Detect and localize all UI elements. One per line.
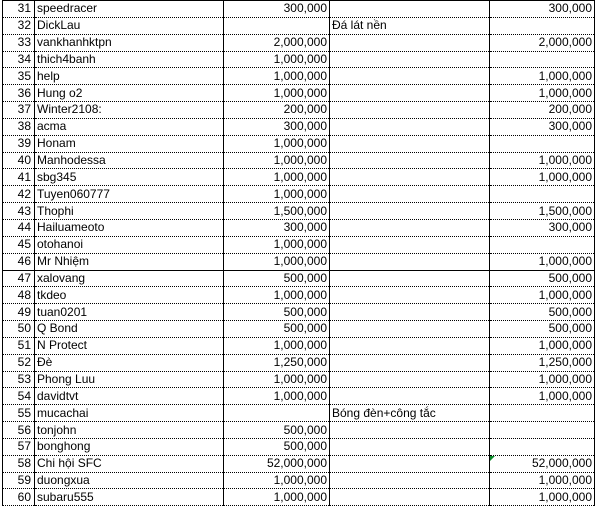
note-cell[interactable]	[330, 34, 490, 51]
paid-amount-cell[interactable]: 300,000	[490, 219, 595, 236]
table-row	[3, 135, 595, 152]
paid-amount-cell[interactable]: 500,000	[490, 304, 595, 321]
member-name-cell[interactable]: sbg345	[35, 169, 224, 186]
paid-amount-cell[interactable]: 1,000,000	[490, 489, 595, 506]
table-row	[3, 472, 595, 489]
note-cell[interactable]	[330, 51, 490, 68]
pledged-amount-cell[interactable]: 1,000,000	[224, 85, 330, 102]
pledged-amount-cell[interactable]: 1,500,000	[224, 203, 330, 220]
paid-amount-text: 52,000,000	[531, 456, 592, 471]
table-row	[3, 85, 595, 102]
paid-amount-cell[interactable]: 300,000	[490, 1, 595, 18]
paid-amount-cell[interactable]	[490, 135, 595, 152]
pledged-amount-cell[interactable]: 1,000,000	[224, 371, 330, 388]
note-cell[interactable]	[330, 438, 490, 455]
member-name-cell[interactable]: Chi hội SFC	[35, 455, 224, 472]
member-name-cell[interactable]: Winter2108:	[35, 102, 224, 119]
paid-amount-cell[interactable]: 1,000,000	[490, 169, 595, 186]
table-row	[3, 17, 595, 34]
paid-amount-cell[interactable]	[490, 236, 595, 253]
member-name-cell[interactable]: Hung o2	[35, 85, 224, 102]
member-name-cell[interactable]: vankhanhktpn	[35, 34, 224, 51]
row-number-cell: 31	[3, 1, 35, 18]
table-row	[3, 354, 595, 371]
member-name-cell[interactable]: thich4banh	[35, 51, 224, 68]
row-number-cell: 41	[3, 169, 35, 186]
member-name-cell[interactable]: otohanoi	[35, 236, 224, 253]
note-cell[interactable]	[330, 422, 490, 439]
paid-amount-cell[interactable]: 500,000	[490, 270, 595, 287]
member-name-cell[interactable]: bonghong	[35, 438, 224, 455]
row-number-cell: 39	[3, 135, 35, 152]
member-name-cell[interactable]: Tuyen060777	[35, 186, 224, 203]
pledged-amount-cell[interactable]: 1,000,000	[224, 186, 330, 203]
member-name-cell[interactable]: Phong Luu	[35, 371, 224, 388]
table-row	[3, 455, 595, 472]
row-number-cell: 57	[3, 438, 35, 455]
paid-amount-cell[interactable]: 1,000,000	[490, 85, 595, 102]
paid-amount-cell[interactable]: 200,000	[490, 102, 595, 119]
note-cell[interactable]	[330, 371, 490, 388]
row-number-cell: 47	[3, 270, 35, 287]
note-cell[interactable]: Đá lát nền	[330, 17, 490, 34]
note-cell[interactable]	[330, 85, 490, 102]
paid-amount-cell[interactable]: 1,000,000	[490, 287, 595, 304]
pledged-amount-cell[interactable]: 1,000,000	[224, 337, 330, 354]
table-row	[3, 489, 595, 506]
member-name-cell[interactable]: DickLau	[35, 17, 224, 34]
row-number-cell: 52	[3, 354, 35, 371]
member-name-cell[interactable]: tkdeo	[35, 287, 224, 304]
table-row	[3, 253, 595, 270]
pledged-amount-cell[interactable]: 300,000	[224, 219, 330, 236]
pledged-amount-cell[interactable]: 1,000,000	[224, 169, 330, 186]
pledged-amount-cell[interactable]: 1,000,000	[224, 68, 330, 85]
member-name-cell[interactable]: tuan0201	[35, 304, 224, 321]
pledged-amount-cell[interactable]	[224, 405, 330, 422]
table-row	[3, 304, 595, 321]
pledged-amount-cell[interactable]	[224, 17, 330, 34]
table-row	[3, 219, 595, 236]
table-row	[3, 152, 595, 169]
row-number-cell: 48	[3, 287, 35, 304]
paid-amount-cell[interactable]: 2,000,000	[490, 34, 595, 51]
note-cell[interactable]	[330, 236, 490, 253]
note-cell[interactable]	[330, 472, 490, 489]
note-cell[interactable]	[330, 354, 490, 371]
row-number-cell: 40	[3, 152, 35, 169]
spreadsheet-grid	[2, 0, 595, 506]
paid-amount-cell[interactable]: 1,000,000	[490, 388, 595, 405]
table-row	[3, 51, 595, 68]
table-row	[3, 236, 595, 253]
note-cell[interactable]	[330, 186, 490, 203]
row-number-cell: 46	[3, 253, 35, 270]
note-cell[interactable]	[330, 169, 490, 186]
member-name-cell[interactable]: acma	[35, 118, 224, 135]
member-name-cell[interactable]: subaru555	[35, 489, 224, 506]
table-row	[3, 371, 595, 388]
row-number-cell: 42	[3, 186, 35, 203]
note-cell[interactable]	[330, 102, 490, 119]
note-cell[interactable]	[330, 135, 490, 152]
member-name-cell[interactable]: Thophi	[35, 203, 224, 220]
paid-amount-cell[interactable]	[490, 438, 595, 455]
row-number-cell: 33	[3, 34, 35, 51]
note-cell[interactable]	[330, 253, 490, 270]
pledged-amount-cell[interactable]: 1,000,000	[224, 51, 330, 68]
pledged-amount-cell[interactable]: 1,000,000	[224, 236, 330, 253]
note-cell[interactable]	[330, 203, 490, 220]
row-number-cell: 43	[3, 203, 35, 220]
paid-amount-cell[interactable]: 1,000,000	[490, 68, 595, 85]
row-number-cell: 59	[3, 472, 35, 489]
pledged-amount-cell[interactable]: 1,000,000	[224, 472, 330, 489]
note-cell[interactable]	[330, 219, 490, 236]
member-name-cell[interactable]: speedracer	[35, 1, 224, 18]
paid-amount-cell[interactable]	[490, 186, 595, 203]
table-row	[3, 337, 595, 354]
table-row	[3, 118, 595, 135]
paid-amount-cell[interactable]: 300,000	[490, 118, 595, 135]
note-cell[interactable]	[330, 489, 490, 506]
member-name-cell[interactable]: Mr Nhiệm	[35, 253, 224, 270]
row-number-cell: 50	[3, 321, 35, 338]
table-row	[3, 270, 595, 287]
pledged-amount-cell[interactable]: 200,000	[224, 102, 330, 119]
row-number-cell: 45	[3, 236, 35, 253]
table-row	[3, 438, 595, 455]
table-row	[3, 34, 595, 51]
pledged-amount-cell[interactable]: 2,000,000	[224, 34, 330, 51]
paid-amount-cell[interactable]: 1,250,000	[490, 354, 595, 371]
table-row	[3, 388, 595, 405]
member-name-cell[interactable]: mucachai	[35, 405, 224, 422]
pledged-amount-cell[interactable]: 1,000,000	[224, 489, 330, 506]
paid-amount-cell[interactable]	[490, 405, 595, 422]
table-row	[3, 422, 595, 439]
paid-amount-cell[interactable]: 1,000,000	[490, 152, 595, 169]
row-number-cell: 55	[3, 405, 35, 422]
row-number-cell: 32	[3, 17, 35, 34]
table-row	[3, 203, 595, 220]
member-name-cell[interactable]: Hailuameoto	[35, 219, 224, 236]
row-number-cell: 58	[3, 455, 35, 472]
row-number-cell: 54	[3, 388, 35, 405]
row-number-cell: 49	[3, 304, 35, 321]
row-number-cell: 60	[3, 489, 35, 506]
table-row	[3, 1, 595, 18]
member-name-cell[interactable]: duongxua	[35, 472, 224, 489]
member-name-cell[interactable]: xalovang	[35, 270, 224, 287]
member-name-cell[interactable]: Q Bond	[35, 321, 224, 338]
pledged-amount-cell[interactable]: 500,000	[224, 438, 330, 455]
paid-amount-cell[interactable]: 1,000,000	[490, 472, 595, 489]
member-name-cell[interactable]: help	[35, 68, 224, 85]
note-cell[interactable]	[330, 304, 490, 321]
paid-amount-cell[interactable]	[490, 422, 595, 439]
table-row	[3, 405, 595, 422]
paid-amount-cell[interactable]: 1,000,000	[490, 371, 595, 388]
pledged-amount-cell[interactable]: 1,000,000	[224, 287, 330, 304]
pledged-amount-cell[interactable]: 1,000,000	[224, 135, 330, 152]
row-number-cell: 34	[3, 51, 35, 68]
row-number-cell: 53	[3, 371, 35, 388]
note-cell[interactable]	[330, 152, 490, 169]
paid-amount-cell[interactable]	[490, 51, 595, 68]
pledged-amount-cell[interactable]: 1,000,000	[224, 152, 330, 169]
pledged-amount-cell[interactable]: 500,000	[224, 270, 330, 287]
table-row	[3, 321, 595, 338]
note-cell[interactable]	[330, 455, 490, 472]
note-cell[interactable]	[330, 388, 490, 405]
paid-amount-cell[interactable]: 1,500,000	[490, 203, 595, 220]
member-name-cell[interactable]: N Protect	[35, 337, 224, 354]
member-name-cell[interactable]: tonjohn	[35, 422, 224, 439]
paid-amount-cell[interactable]: 500,000	[490, 321, 595, 338]
error-indicator-icon[interactable]	[490, 456, 495, 461]
pledged-amount-cell[interactable]: 500,000	[224, 304, 330, 321]
pledged-amount-cell[interactable]: 300,000	[224, 118, 330, 135]
pledged-amount-cell[interactable]: 500,000	[224, 321, 330, 338]
pledged-amount-cell[interactable]: 52,000,000	[224, 455, 330, 472]
table-row	[3, 102, 595, 119]
note-cell[interactable]	[330, 118, 490, 135]
row-number-cell: 44	[3, 219, 35, 236]
table-row	[3, 287, 595, 304]
paid-amount-cell[interactable]	[490, 17, 595, 34]
pledged-amount-cell[interactable]: 500,000	[224, 422, 330, 439]
member-name-cell[interactable]: Honam	[35, 135, 224, 152]
row-number-cell: 56	[3, 422, 35, 439]
row-number-cell: 35	[3, 68, 35, 85]
pledged-amount-cell[interactable]: 1,000,000	[224, 253, 330, 270]
row-number-cell: 51	[3, 337, 35, 354]
table-row	[3, 169, 595, 186]
note-cell[interactable]	[330, 68, 490, 85]
note-cell[interactable]	[330, 321, 490, 338]
paid-amount-cell[interactable]	[490, 455, 595, 472]
pledged-amount-cell[interactable]: 300,000	[224, 1, 330, 18]
note-cell[interactable]	[330, 287, 490, 304]
note-cell[interactable]	[330, 1, 490, 18]
pledged-amount-cell[interactable]: 1,250,000	[224, 354, 330, 371]
note-cell[interactable]	[330, 270, 490, 287]
row-number-cell: 38	[3, 118, 35, 135]
table-row	[3, 68, 595, 85]
member-name-cell[interactable]: Đè	[35, 354, 224, 371]
table-row	[3, 186, 595, 203]
paid-amount-cell[interactable]: 1,000,000	[490, 253, 595, 270]
member-name-cell[interactable]: Manhodessa	[35, 152, 224, 169]
paid-amount-cell[interactable]: 1,000,000	[490, 337, 595, 354]
note-cell[interactable]	[330, 337, 490, 354]
pledged-amount-cell[interactable]: 1,000,000	[224, 388, 330, 405]
member-name-cell[interactable]: davidtvt	[35, 388, 224, 405]
row-number-cell: 37	[3, 102, 35, 119]
row-number-cell: 36	[3, 85, 35, 102]
note-cell[interactable]: Bóng đèn+công tắc	[330, 405, 490, 422]
